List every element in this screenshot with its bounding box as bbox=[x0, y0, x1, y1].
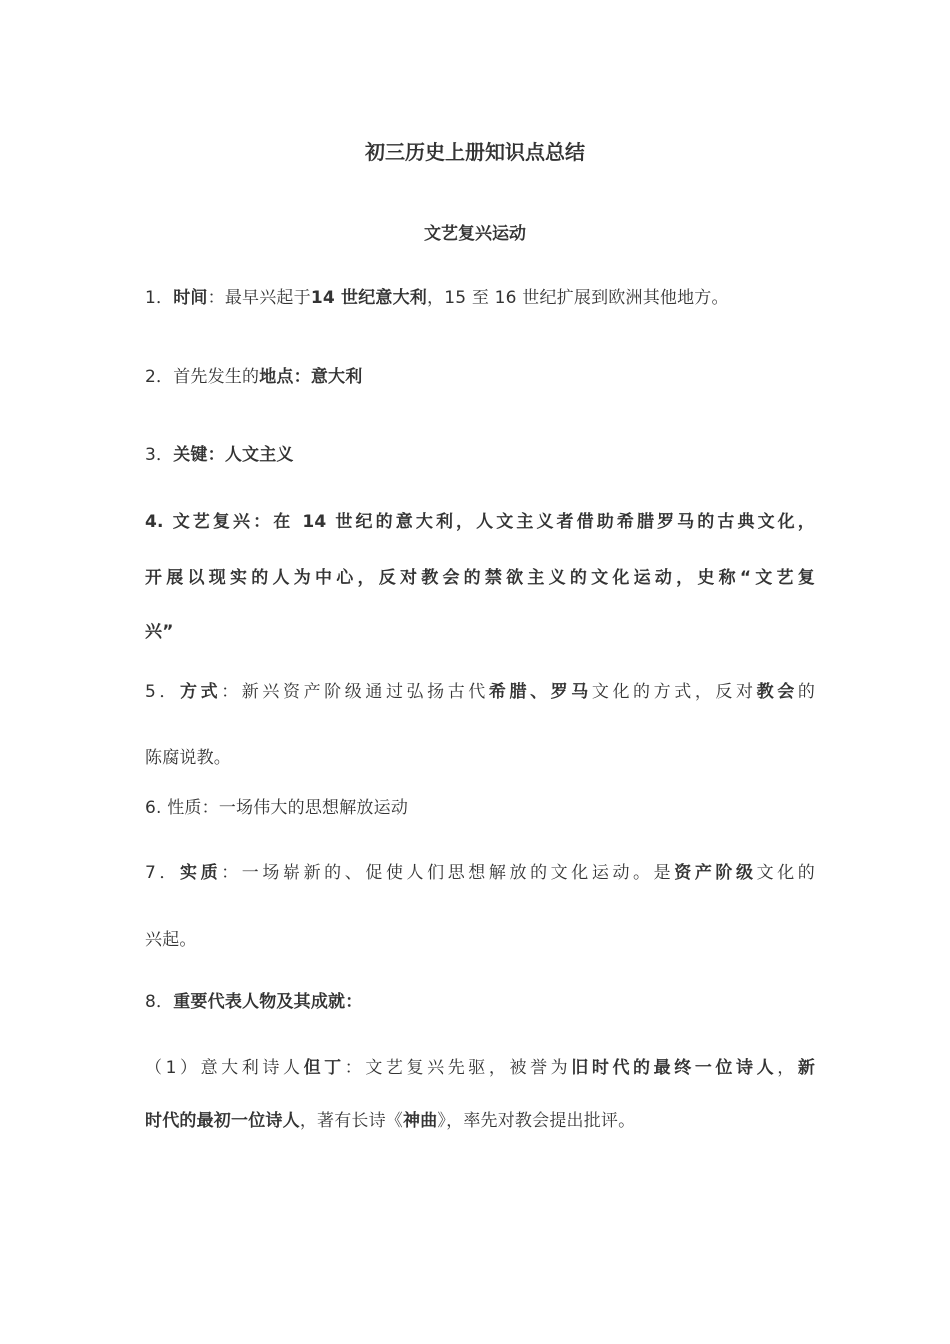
item-number: 5． bbox=[145, 682, 181, 702]
item-number: 3． bbox=[145, 445, 174, 465]
item-label: 重要代表人物及其成就： bbox=[173, 992, 363, 1012]
item-emphasis: 希腊、罗马 bbox=[488, 682, 592, 702]
section-heading: 文艺复兴运动 bbox=[424, 224, 526, 244]
item-emphasis: 旧时代的最终一位诗人 bbox=[571, 1058, 778, 1078]
item-4-line-2: 开展以现实的人为中心，反对教会的禁欲主义的文化运动，史称“文艺复 bbox=[145, 568, 815, 588]
item-text: （1）意大利诗人 bbox=[145, 1058, 304, 1078]
item-5-line-2: 陈腐说教。 bbox=[145, 748, 231, 768]
item-emphasis: 资产阶级 bbox=[674, 863, 757, 883]
item-emphasis: 神曲 bbox=[403, 1111, 438, 1131]
item-text: 文化的方式，反对 bbox=[591, 682, 757, 702]
item-emphasis: 新 bbox=[797, 1058, 816, 1078]
item-text: ， bbox=[777, 1058, 798, 1078]
dante-line-1 bbox=[145, 1055, 815, 1081]
item-text: 》，率先对教会提出批评。 bbox=[437, 1111, 636, 1131]
item-number: 8． bbox=[145, 992, 174, 1012]
item-number: 2． bbox=[145, 367, 174, 387]
item-label: 实质 bbox=[180, 863, 222, 883]
dante-line-2 bbox=[145, 1108, 815, 1134]
item-7-line-1 bbox=[145, 860, 815, 886]
item-text: ，著有长诗《 bbox=[299, 1111, 404, 1131]
item-text: ：一场崭新的、促使人们思想解放的文化运动。是 bbox=[221, 863, 675, 883]
item-emphasis: 时代的最初一位诗人 bbox=[145, 1111, 300, 1131]
item-label: 地点：意大利 bbox=[259, 367, 363, 387]
item-text: ，15 至 16 世纪扩展到欧洲其他地方。 bbox=[427, 288, 729, 308]
item-1-time bbox=[145, 285, 815, 311]
item-number: 7． bbox=[145, 863, 181, 883]
item-3-key bbox=[145, 442, 815, 468]
item-text: ：文艺复兴先驱，被誉为 bbox=[344, 1058, 572, 1078]
document-title: 初三历史上册知识点总结 bbox=[365, 140, 585, 164]
item-label: 时间 bbox=[173, 288, 208, 308]
item-number: 1． bbox=[145, 288, 174, 308]
item-emphasis: 但丁 bbox=[303, 1058, 345, 1078]
item-emphasis: 14 世纪意大利 bbox=[310, 288, 428, 308]
item-label: 方式 bbox=[180, 682, 222, 702]
item-7-line-2: 兴起。 bbox=[145, 930, 197, 950]
item-text: 的 bbox=[797, 682, 816, 702]
item-4-line-3: 兴” bbox=[145, 622, 174, 642]
item-label: 关键：人文主义 bbox=[173, 445, 294, 465]
item-4-line-1: 4. 文艺复兴：在 14 世纪的意大利，人文主义者借助希腊罗马的古典文化， bbox=[145, 512, 815, 532]
item-text: ：最早兴起于 bbox=[207, 288, 311, 308]
item-text: ：新兴资产阶级通过弘扬古代 bbox=[221, 682, 489, 702]
item-emphasis: 教会 bbox=[756, 682, 798, 702]
item-8-heading bbox=[145, 989, 815, 1015]
item-2-location bbox=[145, 364, 815, 390]
item-text: 首先发生的 bbox=[173, 367, 260, 387]
item-text: 文化的 bbox=[756, 863, 815, 883]
item-6-nature: 6. 性质：一场伟大的思想解放运动 bbox=[145, 798, 409, 818]
item-5-line-1 bbox=[145, 679, 815, 705]
